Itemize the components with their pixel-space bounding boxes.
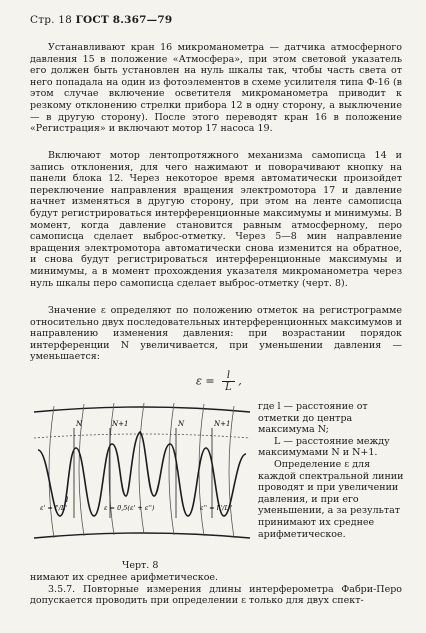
label-eps-first: ε' = l'/L' — [40, 504, 68, 512]
paragraph-text: Значение ε определяют по положению отметок на регистрограмме относительно двух последовательных интерференционных максимумов и направлению изменения давления: при возрастании порядок интерференции N увеличивается, при уменьшении давления — уменьшается: — [30, 305, 402, 363]
side-text-block — [258, 401, 404, 540]
chart-bottom-curve — [34, 533, 250, 538]
page-number: Стр. 18 — [30, 14, 73, 26]
page-header — [30, 14, 172, 26]
paragraph-recorder-start — [30, 150, 402, 289]
formula-numerator: l — [222, 370, 235, 382]
chart-top-curve — [34, 407, 250, 412]
label-eps-mean: ε = 0,5(ε' + ε'') — [104, 504, 155, 512]
bottom-continuation: нимают их среднее арифметическое. — [30, 572, 219, 583]
label-l-lower: l — [66, 496, 69, 504]
paragraph-text: Включают мотор лентопротяжного механизма самописца 14 и запись отклонения, для чего нажимают и поворачивают кнопку на панели блока 12. Через некоторое время автоматически произойдет переключение направления вращения электромотора 17 и давление начнет изменяться в другую сторону, при этом на ленте самописца будут регистрироваться интерференционные максимумы и минимумы. В момент, когда давление становится равным атмосферному, перо самописца сделает выброс-отметку. Через 5—8 мин направление вращения электромотора автоматически снова изменится на обратное, и снова будут регистрироваться интерференционные максимумы и минимумы, а в момент прохождения указателя микроманометра через нуль шкалы перо самописца сделает выброс-отметку (черт. 8). — [30, 150, 402, 289]
label-n1-left: N+1 — [112, 420, 129, 428]
formula-fraction — [222, 370, 235, 393]
label-n-left: N — [76, 420, 83, 428]
label-eps-second: ε'' = l''/L'' — [200, 504, 233, 512]
formula-denominator: L — [225, 382, 232, 393]
standard-number: ГОСТ 8.367—79 — [75, 14, 173, 26]
bottom-text-block — [30, 572, 402, 607]
paragraph-epsilon-definition — [30, 305, 402, 363]
section-3-5-7: 3.5.7. Повторные измерения длины интерферометра Фабри-Перо допускается проводить при определении ε только для двух спект- — [30, 583, 402, 607]
side-text-l-def: где l — расстояние от отметки до центра максимума N; — [258, 401, 368, 436]
recorder-chart-figure — [30, 398, 254, 544]
side-text-big-l-def: L — расстояние между максимумами N и N+1. — [258, 435, 390, 459]
formula-trail: , — [238, 374, 242, 388]
formula-lhs: ε = — [196, 374, 215, 388]
figure-caption: Черт. 8 — [122, 560, 159, 571]
epsilon-formula — [196, 370, 242, 393]
paragraph-text: Устанавливают кран 16 микроманометра — датчика атмосферного давления 15 в положение «Атмосфера», при этом световой указатель его должен быть установлен на нуль шкалы так, чтобы часть света от него попадала на один из фотоэлементов в схеме усилителя типа Ф-16 (в этом случае включение осветителя микроманометра приводит к резкому отклонению стрелки прибора 12 в одну сторону, а выключение — в другую сторону). После этого переводят кран 16 в положение «Регистрация» и включают мотор 17 насоса 19. — [30, 42, 402, 135]
label-n1-right: N+1 — [214, 420, 231, 428]
paragraph-valve-setup — [30, 42, 402, 135]
side-text-procedure: Определение ε для каждой спектральной линии проводят и при увеличении давления, и при его уменьшении, а за результат принимают их среднее арифметическое. — [258, 458, 404, 540]
label-n-right: N — [178, 420, 185, 428]
